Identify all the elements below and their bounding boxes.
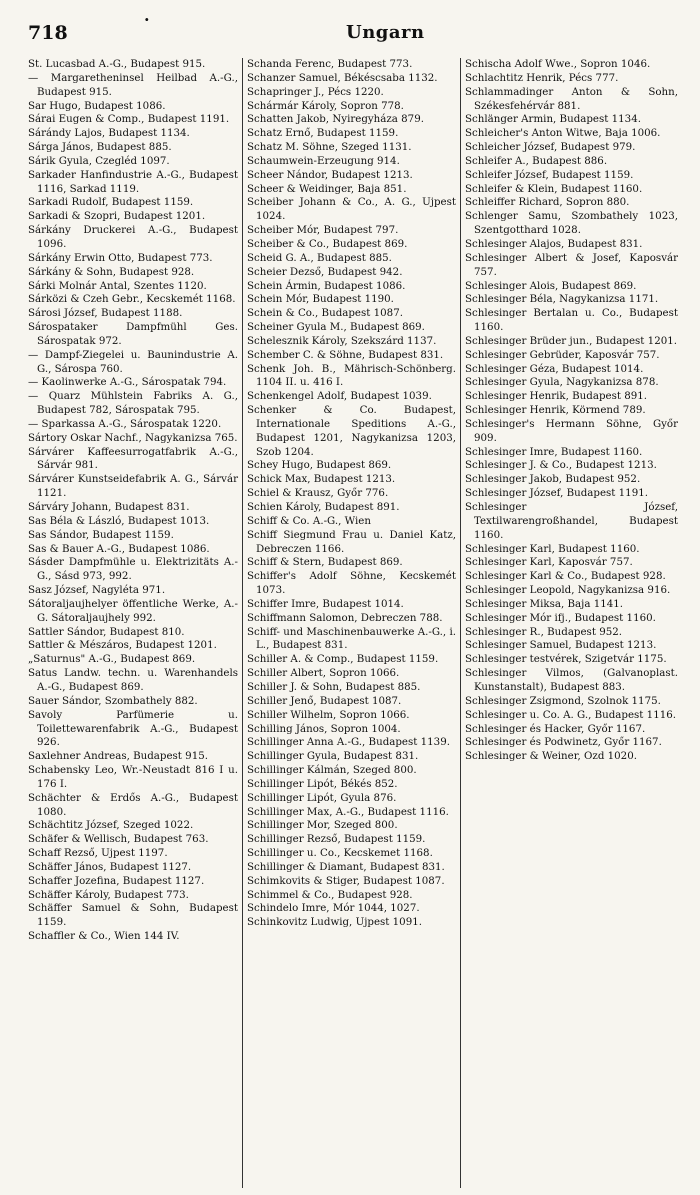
directory-entry: Schlesinger J. & Co., Budapest 1213.	[465, 459, 657, 472]
directory-entry: Schlachtitz Henrik, Pécs 777.	[465, 71, 619, 84]
directory-entry: Schapringer J., Pécs 1220.	[247, 85, 384, 98]
directory-entry: Schein Mór, Budapest 1190.	[247, 293, 394, 306]
print-mark: ·	[144, 10, 150, 29]
directory-entry: Schenk Joh. B., Mährisch-Schönberg. 1104 II. u. 416 I.	[247, 362, 456, 389]
directory-entry: Schlesinger Jakob, Budapest 952.	[465, 473, 641, 486]
directory-entry: Schaffler & Co., Wien 144 IV.	[28, 930, 180, 943]
directory-entry: Sarkadi & Szopri, Budapest 1201.	[28, 210, 206, 223]
directory-entry: Schatz Ernő, Budapest 1159.	[247, 127, 399, 140]
directory-entry: Schlesinger Géza, Budapest 1014.	[465, 362, 644, 375]
directory-entry: Schiff Siegmund Frau u. Daniel Katz, Debreczen 1166.	[247, 528, 456, 555]
directory-columns	[28, 58, 688, 1188]
directory-entry: Schlesinger Henrik, Körmend 789.	[465, 404, 646, 417]
directory-entry: Schein Ármin, Budapest 1086.	[247, 279, 406, 292]
directory-entry: Schlesinger Alajos, Budapest 831.	[465, 237, 643, 250]
directory-entry: Schischa Adolf Wwe., Sopron 1046.	[465, 58, 651, 70]
directory-entry: St. Lucasbad A.-G., Budapest 915.	[28, 58, 206, 70]
directory-entry: Schlesinger Leopold, Nagykanizsa 916.	[465, 584, 671, 597]
directory-entry: Schien Károly, Budapest 891.	[247, 501, 400, 513]
directory-entry: Schillinger & Diamant, Budapest 831.	[247, 860, 445, 873]
column-1	[28, 58, 242, 1188]
directory-entry: Sásder Dampfmühle u. Elektrizitäts A.-G., Sásd 973, 992.	[28, 556, 238, 583]
directory-entry: Savoly Parfümerie u. Toilettewarenfabrik A.-G., Budapest 926.	[28, 708, 238, 749]
directory-entry: Schlesinger Albert & Josef, Kaposvár 757.	[465, 251, 678, 278]
directory-entry: Schey Hugo, Budapest 869.	[247, 459, 392, 472]
directory-entry: Sárik Gyula, Czegléd 1097.	[28, 154, 170, 167]
directory-entry: Schlesinger Alois, Budapest 869.	[465, 279, 637, 292]
directory-entry: Schäfer & Wellisch, Budapest 763.	[28, 833, 209, 846]
directory-entry: Schlesinger Karl, Kaposvár 757.	[465, 556, 633, 569]
directory-entry: Schillinger Lipót, Békés 852.	[247, 777, 398, 790]
directory-entry: Sárvárer Kunstseidefabrik A. G., Sárvár 1121.	[28, 473, 238, 500]
directory-entry: Schlesinger Gyula, Nagykanizsa 878.	[465, 376, 659, 389]
directory-entry: Schlesinger u. Co. A. G., Budapest 1116.	[465, 708, 677, 721]
directory-entry: Schächtitz József, Szeged 1022.	[28, 819, 194, 832]
directory-entry: Scheiber Mór, Budapest 797.	[247, 224, 399, 237]
directory-entry: Schleicher's Anton Witwe, Baja 1006.	[465, 127, 661, 140]
directory-entry: Sattler & Mészáros, Budapest 1201.	[28, 639, 217, 652]
page-number: 718	[28, 22, 68, 44]
directory-entry: Schimmel & Co., Budapest 928.	[247, 888, 413, 901]
column-3	[460, 58, 678, 1188]
directory-entry: Schlesinger József, Budapest 1191.	[465, 487, 648, 500]
directory-entry: Schlesinger Imre, Budapest 1160.	[465, 445, 643, 458]
directory-entry: Schillinger Gyula, Budapest 831.	[247, 750, 419, 763]
directory-entry: Schlesinger Brüder jun., Budapest 1201.	[465, 334, 678, 347]
directory-entry: Sárai Eugen & Comp., Budapest 1191.	[28, 113, 230, 126]
directory-entry: Schäffer Samuel & Sohn, Budapest 1159.	[28, 902, 238, 929]
directory-entry: Schiff & Co. A.-G., Wien	[247, 514, 371, 527]
directory-entry: Schimkovits & Stiger, Budapest 1087.	[247, 874, 445, 887]
directory-entry: Schatten Jakob, Nyiregyháza 879.	[247, 113, 424, 126]
directory-entry: Schlesinger Zsigmond, Szolnok 1175.	[465, 694, 661, 707]
directory-entry: Scheiber Johann & Co., A. G., Ujpest 1024.	[247, 196, 456, 223]
directory-entry: — Sparkassa A.-G., Sárospatak 1220.	[28, 417, 222, 430]
directory-entry: Schillinger Lipót, Gyula 876.	[247, 791, 397, 804]
directory-entry: Schabensky Leo, Wr.-Neustadt 816 I u. 176 I.	[28, 764, 238, 790]
directory-entry: Schleifer József, Budapest 1159.	[465, 168, 634, 181]
directory-entry: Schármár Károly, Sopron 778.	[247, 99, 404, 112]
directory-entry: Schaff Rezső, Ujpest 1197.	[28, 847, 168, 860]
directory-entry: Schächter & Erdős A.-G., Budapest 1080.	[28, 791, 238, 818]
directory-entry: Sasz József, Nagyléta 971.	[28, 584, 166, 597]
directory-entry: Schiffer Imre, Budapest 1014.	[247, 597, 404, 610]
directory-entry: Sas Sándor, Budapest 1159.	[28, 528, 174, 541]
directory-entry: Schillinger Max, A.-G., Budapest 1116.	[247, 805, 449, 818]
directory-entry: Scheiner Gyula M., Budapest 869.	[247, 321, 425, 334]
directory-entry: Schein & Co., Budapest 1087.	[247, 307, 403, 320]
directory-entry: Schlesinger Karl, Budapest 1160.	[465, 542, 640, 555]
directory-entry: Schlesinger Henrik, Budapest 891.	[465, 390, 648, 403]
directory-entry: Schinkovitz Ludwig, Ujpest 1091.	[247, 916, 422, 929]
directory-entry: Schlammadinger Anton & Sohn, Székesfehérvár 881.	[465, 85, 678, 112]
directory-entry: Schleicher József, Budapest 979.	[465, 141, 636, 154]
directory-entry: Schatz M. Söhne, Szeged 1131.	[247, 141, 412, 154]
directory-entry: Schiff- und Maschinenbauwerke A.-G., i. L., Budapest 831.	[247, 625, 456, 652]
directory-entry: Sárki Molnár Antal, Szentes 1120.	[28, 279, 207, 292]
directory-entry: Schlesinger Vilmos, (Galvanoplast. Kunstanstalt), Budapest 883.	[465, 667, 678, 693]
directory-entry: Schiff & Stern, Budapest 869.	[247, 556, 403, 569]
directory-entry: Sárándy Lajos, Budapest 1134.	[28, 127, 190, 140]
directory-entry: Schanda Ferenc, Budapest 773.	[247, 58, 413, 70]
directory-entry: Sas & Bauer A.-G., Budapest 1086.	[28, 542, 210, 555]
directory-entry: Sauer Sándor, Szombathely 882.	[28, 694, 198, 707]
directory-entry: Sar Hugo, Budapest 1086.	[28, 99, 166, 112]
directory-entry: Schillinger u. Co., Kecskemet 1168.	[247, 847, 433, 860]
directory-entry: Sattler Sándor, Budapest 810.	[28, 625, 185, 638]
directory-entry: Sarkader Hanfindustrie A.-G., Budapest 1116, Sarkad 1119.	[28, 168, 238, 195]
directory-entry: Schlänger Armin, Budapest 1134.	[465, 113, 641, 126]
directory-entry: Schlesinger Samuel, Budapest 1213.	[465, 639, 657, 652]
directory-entry: — Quarz Mühlstein Fabriks A. G., Budapest 782, Sárospatak 795.	[28, 390, 238, 417]
directory-entry: — Kaolinwerke A.-G., Sárospatak 794.	[28, 376, 227, 389]
page-header	[28, 10, 688, 52]
directory-entry: Schaffer Jozefina, Budapest 1127.	[28, 874, 205, 887]
directory-entry: Schlesinger Gebrüder, Kaposvár 757.	[465, 348, 660, 361]
directory-entry: Schlesinger R., Budapest 952.	[465, 625, 623, 638]
directory-entry: Schäffer Károly, Budapest 773.	[28, 888, 189, 901]
directory-entry: Schiller Jenő, Budapest 1087.	[247, 694, 402, 707]
directory-entry: Schiller J. & Sohn, Budapest 885.	[247, 680, 421, 693]
directory-entry: Schiffer's Adolf Söhne, Kecskemét 1073.	[247, 570, 456, 597]
directory-entry: Sátoraljaujhelyer öffentliche Werke, A.-G. Sátoraljaujhely 992.	[28, 597, 238, 624]
directory-entry: Schlesinger testvérek, Szigetvár 1175.	[465, 653, 667, 666]
directory-entry: Sárosi József, Budapest 1188.	[28, 307, 183, 320]
column-2	[242, 58, 460, 1188]
directory-entry: Schaumwein-Erzeugung 914.	[247, 154, 400, 167]
directory-entry: Schillinger Mor, Szeged 800.	[247, 819, 398, 832]
directory-entry: Schlesinger & Weiner, Ozd 1020.	[465, 750, 637, 763]
directory-entry: Saxlehner Andreas, Budapest 915.	[28, 750, 208, 763]
directory-entry: Sárkány Erwin Otto, Budapest 773.	[28, 251, 213, 264]
directory-entry: Schillinger Rezső, Budapest 1159.	[247, 833, 426, 846]
directory-entry: Schleiffer Richard, Sopron 880.	[465, 196, 630, 209]
directory-entry: Sárkány & Sohn, Budapest 928.	[28, 265, 195, 278]
directory-entry: Schäffer János, Budapest 1127.	[28, 860, 192, 873]
directory-entry: Scheid G. A., Budapest 885.	[247, 251, 392, 264]
directory-entry: Sárvárer Kaffeesurrogatfabrik A.-G., Sárvár 981.	[28, 445, 238, 472]
directory-entry: Schiller A. & Comp., Budapest 1159.	[247, 653, 439, 666]
directory-entry: Schlesinger Béla, Nagykanizsa 1171.	[465, 293, 659, 306]
directory-entry: Sárkány Druckerei A.-G., Budapest 1096.	[28, 224, 238, 250]
directory-entry: Schindelo Imre, Mór 1044, 1027.	[247, 902, 420, 915]
directory-entry: Schlesinger és Hacker, Győr 1167.	[465, 722, 646, 735]
directory-entry: Schlesinger's Hermann Söhne, Győr 909.	[465, 417, 678, 444]
directory-entry: Schenkengel Adolf, Budapest 1039.	[247, 390, 432, 403]
directory-entry: Sas Béla & László, Budapest 1013.	[28, 514, 210, 527]
directory-entry: Schlenger Samu, Szombathely 1023, Szentgotthard 1028.	[465, 210, 678, 237]
directory-entry: Schlesinger Bertalan u. Co., Budapest 1160.	[465, 307, 678, 334]
directory-entry: Schember C. & Söhne, Budapest 831.	[247, 348, 444, 361]
directory-entry: Schiller Albert, Sopron 1066.	[247, 667, 400, 680]
directory-entry: Schleifer & Klein, Budapest 1160.	[465, 182, 643, 195]
directory-entry: Schiel & Krausz, Győr 776.	[247, 487, 389, 500]
directory-entry: Schlesinger és Podwinetz, Győr 1167.	[465, 736, 662, 749]
directory-entry: Sárközi & Czeh Gebr., Kecskemét 1168.	[28, 293, 236, 306]
directory-entry: Sárga János, Budapest 885.	[28, 141, 172, 154]
directory-entry: Schillinger Kálmán, Szeged 800.	[247, 764, 417, 777]
directory-entry: Scheier Dezső, Budapest 942.	[247, 265, 403, 278]
directory-entry: Schlesinger Mór ifj., Budapest 1160.	[465, 611, 656, 624]
directory-entry: Schlesinger Karl & Co., Budapest 928.	[465, 570, 666, 583]
directory-entry: — Dampf-Ziegelei u. Baunindustrie A. G., Sárospa 760.	[28, 348, 238, 375]
directory-entry: „Saturnus" A.-G., Budapest 869.	[28, 653, 196, 666]
page-title: Ungarn	[346, 22, 425, 43]
directory-entry: Schiffmann Salomon, Debreczen 788.	[247, 611, 443, 624]
directory-entry: Schleifer A., Budapest 886.	[465, 154, 608, 167]
directory-entry: Schilling János, Sopron 1004.	[247, 722, 401, 735]
directory-entry: — Margaretheninsel Heilbad A.-G., Budapest 915.	[28, 71, 238, 98]
directory-entry: Sárváry Johann, Budapest 831.	[28, 501, 190, 513]
directory-entry: Schlesinger József, Textilwarengroßhandel, Budapest 1160.	[465, 501, 678, 541]
directory-entry: Satus Landw. techn. u. Warenhandels A.-G., Budapest 869.	[28, 667, 238, 693]
directory-entry: Sártory Oskar Nachf., Nagykanizsa 765.	[28, 431, 238, 444]
directory-entry: Schanzer Samuel, Békéscsaba 1132.	[247, 71, 438, 84]
directory-entry: Schlesinger Miksa, Baja 1141.	[465, 597, 624, 610]
directory-entry: Schick Max, Budapest 1213.	[247, 473, 396, 486]
directory-entry: Scheer & Weidinger, Baja 851.	[247, 182, 407, 195]
directory-entry: Schillinger Anna A.-G., Budapest 1139.	[247, 736, 450, 749]
directory-entry: Schenker & Co. Budapest, Internationale Speditions A.-G., Budapest 1201, Nagykanizsa 1203, Szob 1204.	[247, 404, 456, 458]
directory-entry: Scheer Nándor, Budapest 1213.	[247, 168, 413, 181]
directory-entry: Schelesznik Károly, Szekszárd 1137.	[247, 334, 437, 347]
directory-entry: Sarkadi Rudolf, Budapest 1159.	[28, 196, 194, 209]
directory-entry: Schiller Wilhelm, Sopron 1066.	[247, 708, 410, 721]
directory-entry: Sárospataker Dampfmühl Ges. Sárospatak 972.	[28, 321, 238, 347]
directory-entry: Scheiber & Co., Budapest 869.	[247, 237, 408, 250]
